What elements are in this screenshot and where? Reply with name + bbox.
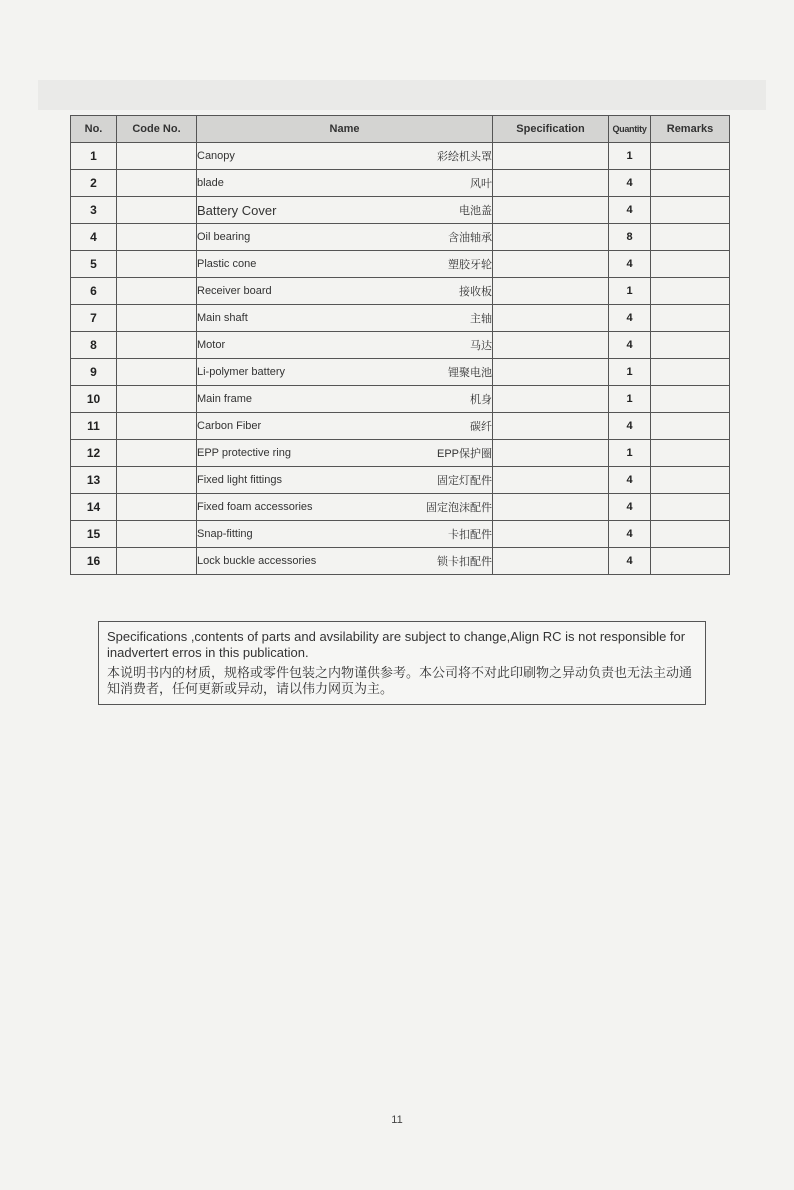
row-number: 5 <box>71 251 117 278</box>
table-row <box>71 332 730 359</box>
row-code-no <box>117 170 197 197</box>
row-name-chinese: 电池盖 <box>459 205 492 217</box>
row-name-wrap <box>197 229 492 245</box>
row-name-english: blade <box>197 177 224 189</box>
row-remarks <box>651 548 730 575</box>
row-quantity: 1 <box>609 386 651 413</box>
row-name-wrap <box>197 256 492 272</box>
header-specification: Specification <box>493 116 609 143</box>
row-name <box>197 278 493 305</box>
row-quantity: 8 <box>609 224 651 251</box>
row-remarks <box>651 467 730 494</box>
row-number: 2 <box>71 170 117 197</box>
row-name-english: Snap-fitting <box>197 528 253 540</box>
row-name-chinese: 碳纤 <box>470 421 492 433</box>
row-code-no <box>117 278 197 305</box>
row-name <box>197 143 493 170</box>
header-name: Name <box>197 116 493 143</box>
row-specification <box>493 386 609 413</box>
row-specification <box>493 359 609 386</box>
row-specification <box>493 305 609 332</box>
row-quantity: 4 <box>609 305 651 332</box>
row-remarks <box>651 440 730 467</box>
row-remarks <box>651 494 730 521</box>
row-code-no <box>117 359 197 386</box>
row-name-english: Main shaft <box>197 312 248 324</box>
row-number: 12 <box>71 440 117 467</box>
row-specification <box>493 332 609 359</box>
row-name-chinese: 马达 <box>470 340 492 352</box>
row-name-english: Carbon Fiber <box>197 420 262 432</box>
row-name <box>197 386 493 413</box>
row-name <box>197 494 493 521</box>
row-quantity: 4 <box>609 251 651 278</box>
row-name-english: Lock buckle accessories <box>197 555 317 567</box>
row-name-wrap <box>197 148 492 164</box>
row-name-chinese: 接收板 <box>459 286 492 298</box>
row-specification <box>493 170 609 197</box>
row-name-wrap <box>197 445 492 461</box>
row-remarks <box>651 143 730 170</box>
row-code-no <box>117 251 197 278</box>
row-specification <box>493 494 609 521</box>
row-name-wrap <box>197 526 492 542</box>
row-name-chinese: 塑胶牙轮 <box>448 259 492 271</box>
table-header-row <box>71 116 730 143</box>
row-name-wrap <box>197 283 492 299</box>
row-specification <box>493 251 609 278</box>
row-number: 10 <box>71 386 117 413</box>
row-quantity: 1 <box>609 440 651 467</box>
row-name-english: Receiver board <box>197 285 272 297</box>
row-specification <box>493 413 609 440</box>
table-row <box>71 143 730 170</box>
row-name-wrap <box>197 175 492 191</box>
table-row <box>71 521 730 548</box>
table-row <box>71 494 730 521</box>
table-row <box>71 278 730 305</box>
row-name-wrap <box>197 418 492 434</box>
row-name-chinese: 含油轴承 <box>448 232 492 244</box>
row-specification <box>493 278 609 305</box>
disclaimer-chinese: 本说明书内的材质，规格或零件包装之内物谨供参考。本公司将不对此印刷物之异动负责也无法主动通知消费者，任何更新或异动，请以伟力网页为主。 <box>107 665 693 696</box>
row-name <box>197 521 493 548</box>
row-quantity: 4 <box>609 548 651 575</box>
row-remarks <box>651 305 730 332</box>
table-row <box>71 359 730 386</box>
row-remarks <box>651 386 730 413</box>
page-number: 11 <box>391 1114 403 1126</box>
row-specification <box>493 440 609 467</box>
row-quantity: 4 <box>609 197 651 224</box>
row-name-chinese: 固定泡沫配件 <box>426 502 492 514</box>
row-remarks <box>651 224 730 251</box>
row-name-wrap <box>197 553 492 569</box>
row-code-no <box>117 521 197 548</box>
row-name-wrap <box>197 391 492 407</box>
row-number: 6 <box>71 278 117 305</box>
row-specification <box>493 224 609 251</box>
row-remarks <box>651 413 730 440</box>
table-row <box>71 197 730 224</box>
row-name-wrap <box>197 337 492 353</box>
row-quantity: 1 <box>609 278 651 305</box>
row-name-chinese: 风叶 <box>470 178 492 190</box>
page-header-band <box>38 80 766 110</box>
table-row <box>71 467 730 494</box>
row-number: 3 <box>71 197 117 224</box>
table-row <box>71 440 730 467</box>
row-specification <box>493 521 609 548</box>
row-name <box>197 413 493 440</box>
table-row <box>71 386 730 413</box>
row-name-english: Battery Cover <box>197 202 277 218</box>
row-specification <box>493 197 609 224</box>
row-quantity: 4 <box>609 467 651 494</box>
row-number: 14 <box>71 494 117 521</box>
row-remarks <box>651 170 730 197</box>
header-no: No. <box>71 116 117 143</box>
row-number: 9 <box>71 359 117 386</box>
header-remarks: Remarks <box>651 116 730 143</box>
row-name-chinese: 固定灯配件 <box>437 475 492 487</box>
row-specification <box>493 143 609 170</box>
row-name <box>197 170 493 197</box>
parts-table-body <box>71 143 730 575</box>
row-code-no <box>117 548 197 575</box>
disclaimer-english: Specifications ,contents of parts and avsilability are subject to change,Align RC is not responsible for inadvertert erros in this publication. <box>107 629 686 660</box>
row-name <box>197 359 493 386</box>
row-name-english: Fixed foam accessories <box>197 501 313 513</box>
row-name <box>197 224 493 251</box>
row-number: 7 <box>71 305 117 332</box>
row-name <box>197 548 493 575</box>
disclaimer-notice <box>98 621 706 705</box>
row-name <box>197 197 493 224</box>
row-name-wrap <box>197 499 492 515</box>
row-name-english: Canopy <box>197 150 235 162</box>
row-specification <box>493 548 609 575</box>
table-row <box>71 170 730 197</box>
row-quantity: 1 <box>609 143 651 170</box>
row-quantity: 4 <box>609 413 651 440</box>
row-quantity: 4 <box>609 521 651 548</box>
row-code-no <box>117 440 197 467</box>
row-remarks <box>651 521 730 548</box>
row-number: 8 <box>71 332 117 359</box>
row-remarks <box>651 332 730 359</box>
row-code-no <box>117 305 197 332</box>
row-code-no <box>117 386 197 413</box>
row-code-no <box>117 224 197 251</box>
row-name-english: Plastic cone <box>197 258 257 270</box>
row-code-no <box>117 413 197 440</box>
row-code-no <box>117 332 197 359</box>
row-number: 1 <box>71 143 117 170</box>
row-code-no <box>117 467 197 494</box>
row-remarks <box>651 251 730 278</box>
row-number: 16 <box>71 548 117 575</box>
row-name-wrap <box>197 310 492 326</box>
row-remarks <box>651 278 730 305</box>
row-name-wrap <box>197 364 492 380</box>
row-name-english: Motor <box>197 339 226 351</box>
row-code-no <box>117 143 197 170</box>
table-row <box>71 548 730 575</box>
row-name <box>197 467 493 494</box>
row-name-english: EPP protective ring <box>197 447 291 459</box>
parts-table <box>70 115 730 575</box>
table-row <box>71 413 730 440</box>
row-name-wrap <box>197 472 492 488</box>
header-quantity: Quantity <box>609 116 651 143</box>
row-name-chinese: 主轴 <box>470 313 492 325</box>
row-code-no <box>117 197 197 224</box>
row-name-english: Main frame <box>197 393 253 405</box>
row-name <box>197 305 493 332</box>
row-number: 13 <box>71 467 117 494</box>
row-name-chinese: 锁卡扣配件 <box>437 556 492 568</box>
table-row <box>71 251 730 278</box>
row-quantity: 4 <box>609 170 651 197</box>
row-number: 11 <box>71 413 117 440</box>
row-specification <box>493 467 609 494</box>
row-name-chinese: 卡扣配件 <box>448 529 492 541</box>
row-name-english: Fixed light fittings <box>197 474 282 486</box>
row-number: 4 <box>71 224 117 251</box>
row-name <box>197 440 493 467</box>
header-code-no: Code No. <box>117 116 197 143</box>
row-name <box>197 251 493 278</box>
row-remarks <box>651 197 730 224</box>
row-quantity: 1 <box>609 359 651 386</box>
row-name-wrap <box>197 202 492 218</box>
row-number: 15 <box>71 521 117 548</box>
row-quantity: 4 <box>609 332 651 359</box>
row-name <box>197 332 493 359</box>
row-name-chinese: 锂聚电池 <box>448 367 492 379</box>
row-name-english: Oil bearing <box>197 231 251 243</box>
row-name-chinese: 机身 <box>470 394 492 406</box>
row-quantity: 4 <box>609 494 651 521</box>
row-name-chinese: EPP保护圈 <box>436 448 492 460</box>
row-name-english: Li-polymer battery <box>197 366 286 378</box>
table-row <box>71 224 730 251</box>
row-remarks <box>651 359 730 386</box>
row-code-no <box>117 494 197 521</box>
row-name-chinese: 彩绘机头罩 <box>437 151 492 163</box>
table-row <box>71 305 730 332</box>
